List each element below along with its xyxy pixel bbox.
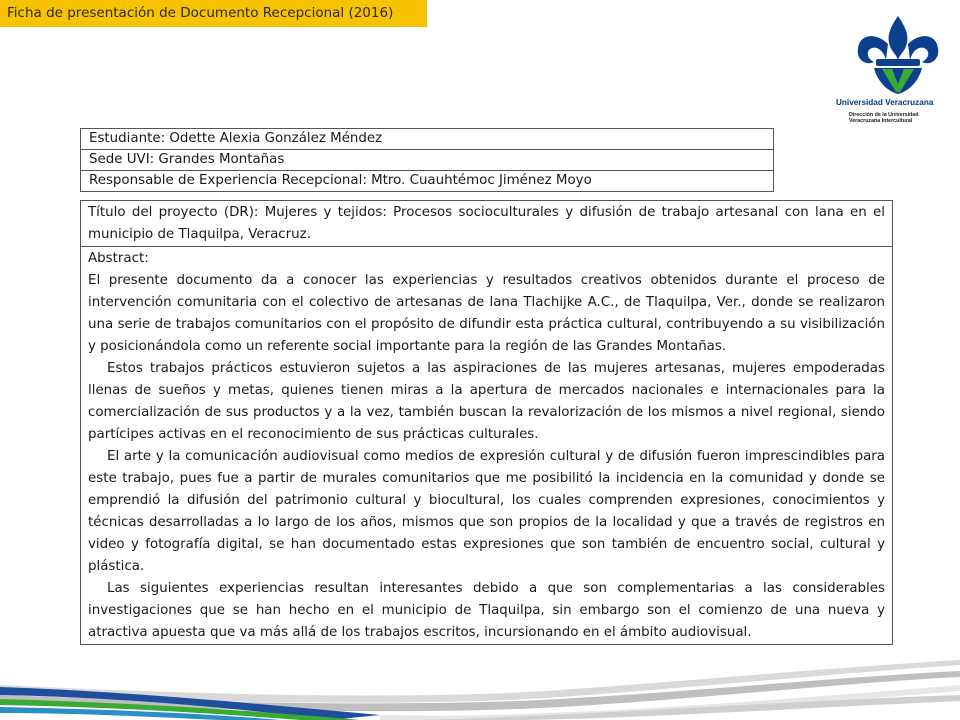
subtitle-line-1: Dirección de la Universidad [849,112,919,118]
student-cell: Estudiante: Odette Alexia González Méndez [81,129,774,150]
advisor-cell: Responsable de Experiencia Recepcional: Mtro. Cuauhtémoc Jiménez Moyo [81,171,774,192]
site-cell: Sede UVI: Grandes Montañas [81,150,774,171]
student-row [81,129,774,150]
header-banner [0,0,427,27]
site-row [81,150,774,171]
abstract-paragraph-1: El presente documento da a conocer las experiencias y resultados creativos obtenidos durante el proceso de intervención comunitaria con el colectivo de artesanas de lana Tlachijke A.C., de Tlaquilpa, Ver., donde se realizaron una serie de trabajos comunitarios con el propósito de difundir esta práctica cultural, contribuyendo a su visibilización y posicionándola como un referente social importante para la región de las Grandes Montañas. [88,273,885,354]
university-subtitle [849,112,959,124]
abstract-row [81,247,893,645]
subtitle-line-2: Veracruzana Intercultural [849,118,913,124]
project-title-cell: Título del proyecto (DR): Mujeres y tejidos: Procesos socioculturales y difusión de trabajo artesanal con lana en el municipio de Tlaquilpa, Veracruz. [81,201,893,247]
abstract-paragraph-3: El arte y la comunicación audiovisual como medios de expresión cultural y de difusión fueron imprescindibles para este trabajo, pues fue a partir de murales comunitarios que me posibilitó la incidencia en la comunidad y donde se emprendió la difusión del patrimonio cultural y biocultural, los cuales comprenden expresiones, conocimientos y técnicas desarrolladas a lo largo de los años, mismos que son propios de la localidad y que a través de registros en video y fotografía digital, se han documentado estas expresiones que son también de encuentro social, cultural y plástica. [88,449,885,574]
abstract-heading: Abstract: [88,251,149,266]
project-title-row [81,201,893,247]
decorative-wave-footer [0,655,960,720]
abstract-paragraph-2: Estos trabajos prácticos estuvieron sujetos a las aspiraciones de las mujeres artesanas, mujeres empoderadas llenas de sueños y metas, quienes tienen miras a la apertura de mercados nacionales e internacionales para la comercialización de sus productos y a la vez, también buscan la revalorización de los mismos a nivel regional, siendo partícipes activas en el reconocimiento de sus prácticas culturales. [88,361,885,442]
abstract-paragraph-4: Las siguientes experiencias resultan interesantes debido a que son complementarias a las considerables investigaciones que se han hecho en el municipio de Tlaquilpa, sin embargo son el comienzo de una nueva y atractiva apuesta que va más allá de los trabajos escritos, incursionando en el ámbito audiovisual. [88,581,885,640]
project-table [80,200,893,645]
university-name: Universidad Veracruzana [836,98,934,107]
advisor-row [81,171,774,192]
student-info-table [80,128,774,192]
university-logo [836,14,956,129]
banner-title: Ficha de presentación de Documento Recepcional (2016) [7,5,394,21]
abstract-cell [81,247,893,645]
fleur-de-lis-icon [836,14,956,96]
